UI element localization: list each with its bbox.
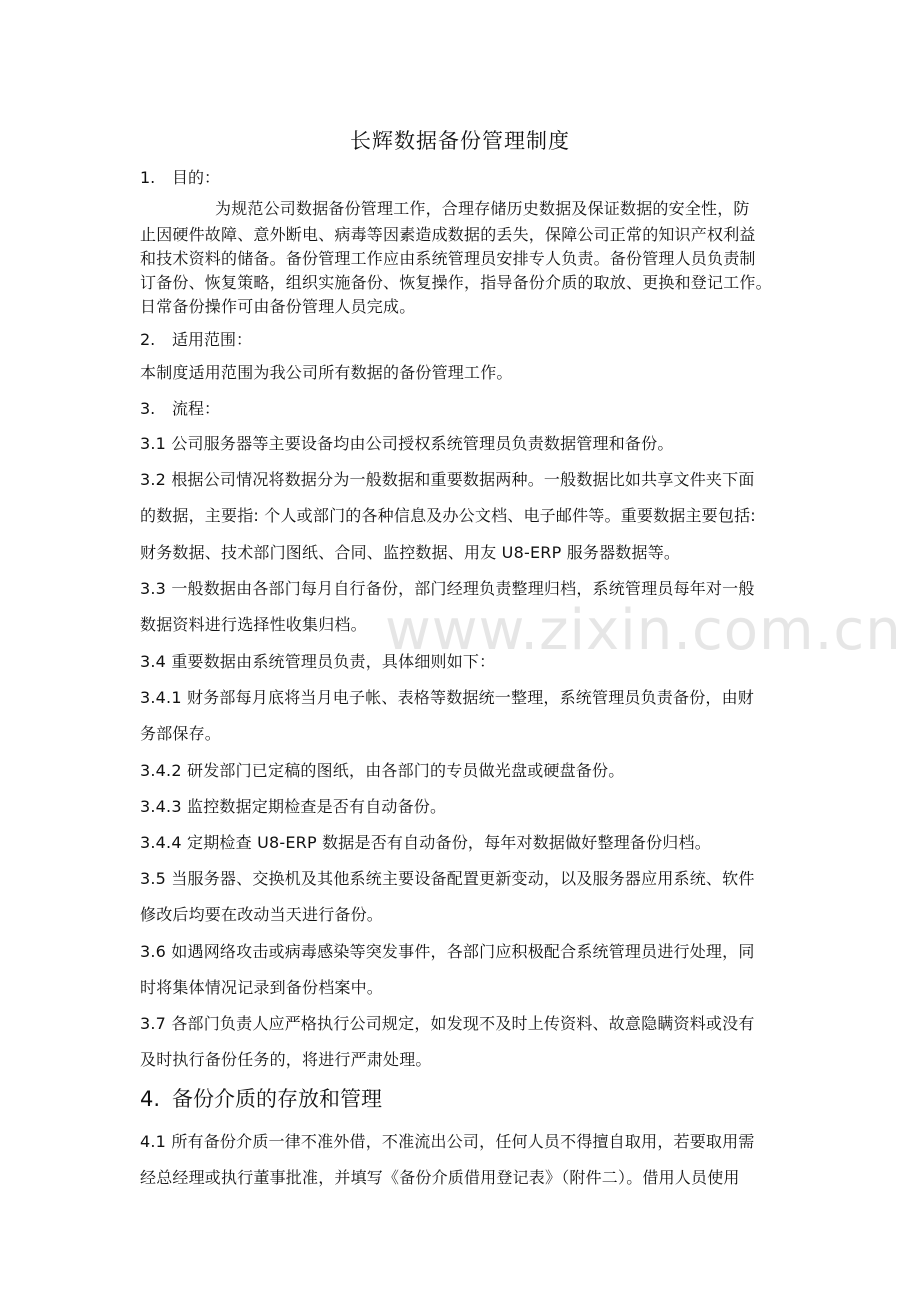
para-line: 3.4 重要数据由系统管理员负责，具体细则如下： bbox=[140, 652, 496, 671]
para-line: 的数据，主要指: 个人或部门的各种信息及办公文档、电子邮件等。重要数据主要包括: bbox=[140, 506, 756, 525]
section-1-heading bbox=[140, 165, 785, 191]
para-line: 经总经理或执行董事批准，并填写《备份介质借用登记表》（附件二）。借用人员使用 bbox=[140, 1168, 740, 1187]
document-title: 长辉数据备份管理制度 bbox=[350, 129, 570, 153]
section-number: 2. bbox=[140, 330, 156, 349]
para-line: 3.4.3 监控数据定期检查是否有自动备份。 bbox=[140, 797, 447, 816]
section-2-heading bbox=[140, 327, 785, 353]
para-line: 4.1 所有备份介质一律不准外借，不准流出公司，任何人员不得擅自取用，若要取用需 bbox=[140, 1132, 755, 1151]
para-line: 财务数据、技术部门图纸、合同、监控数据、用友 U8-ERP 服务器数据等。 bbox=[140, 543, 681, 562]
section-4-heading bbox=[140, 1086, 785, 1112]
s1-line-1: 为规范公司数据备份管理工作，合理存储历史数据及保证数据的安全性，防 bbox=[215, 199, 750, 218]
section-label: 目的： bbox=[172, 168, 221, 187]
s1-line-5: 日常备份操作可由备份管理人员完成。 bbox=[140, 297, 416, 316]
para-line: 3.1 公司服务器等主要设备均由公司授权系统管理员负责数据管理和备份。 bbox=[140, 434, 674, 453]
para-line: 3.3 一般数据由各部门每月自行备份，部门经理负责整理归档，系统管理员每年对一般 bbox=[140, 579, 755, 598]
watermark: www.zixin.com.cn bbox=[385, 598, 902, 663]
para-line: 3.4.4 定期检查 U8-ERP 数据是否有自动备份，每年对数据做好整理备份归档。 bbox=[140, 833, 711, 852]
section-number: 1. bbox=[140, 168, 156, 187]
para-line: 3.4.2 研发部门已定稿的图纸，由各部门的专员做光盘或硬盘备份。 bbox=[140, 761, 625, 780]
para-line: 数据资料进行选择性收集归档。 bbox=[140, 615, 367, 634]
para-line: 3.2 根据公司情况将数据分为一般数据和重要数据两种。一般数据比如共享文件夹下面 bbox=[140, 470, 755, 489]
para-line: 时将集体情况记录到备份档案中。 bbox=[140, 978, 384, 997]
s1-line-2: 止因硬件故障、意外断电、病毒等因素造成数据的丢失，保障公司正常的知识产权利益 bbox=[140, 225, 756, 244]
para-line: 3.6 如遇网络攻击或病毒感染等突发事件，各部门应积极配合系统管理员进行处理，同 bbox=[140, 942, 755, 961]
s1-line-4: 订备份、恢复策略，组织实施备份、恢复操作，指导备份介质的取放、更换和登记工作。 bbox=[140, 273, 772, 292]
s2-text: 本制度适用范围为我公司所有数据的备份管理工作。 bbox=[140, 363, 513, 382]
para-line: 3.7 各部门负责人应严格执行公司规定，如发现不及时上传资料、故意隐瞒资料或没有 bbox=[140, 1014, 755, 1033]
section-3-heading bbox=[140, 396, 785, 422]
section-label: 适用范围： bbox=[172, 330, 253, 349]
para-line: 3.4.1 财务部每月底将当月电子帐、表格等数据统一整理，系统管理员负责备份，由财 bbox=[140, 688, 754, 707]
para-line: 修改后均要在改动当天进行备份。 bbox=[140, 905, 384, 924]
section-number: 3. bbox=[140, 399, 156, 418]
para-line: 3.5 当服务器、交换机及其他系统主要设备配置更新变动，以及服务器应用系统、软件 bbox=[140, 869, 755, 888]
section-label: 备份介质的存放和管理 bbox=[172, 1087, 382, 1111]
section-label: 流程： bbox=[172, 399, 221, 418]
para-line: 及时执行备份任务的，将进行严肃处理。 bbox=[140, 1050, 432, 1069]
section-number: 4. bbox=[140, 1087, 161, 1111]
s1-line-3: 和技术资料的储备。备份管理工作应由系统管理员安排专人负责。备份管理人员负责制 bbox=[140, 249, 756, 268]
para-line: 务部保存。 bbox=[140, 724, 222, 743]
